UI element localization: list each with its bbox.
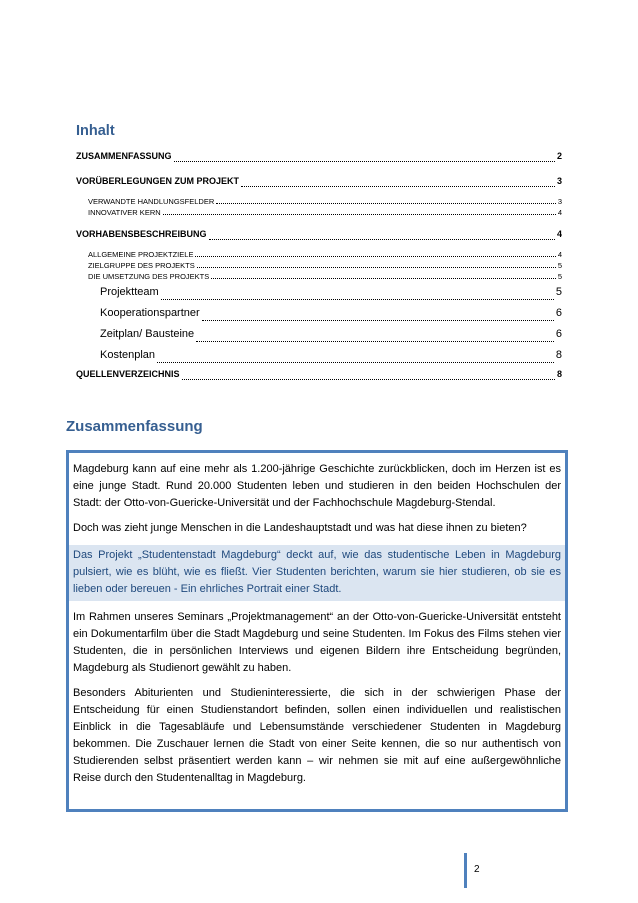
toc-entry-title: Kostenplan <box>100 349 156 361</box>
toc-entry-page: 6 <box>555 328 562 340</box>
toc-heading: Inhalt <box>76 123 115 139</box>
toc-entry-page: 6 <box>555 307 562 319</box>
toc-leader <box>157 362 554 363</box>
toc-entry-page: 8 <box>556 369 562 379</box>
toc-entry-title: VORHABENSBESCHREIBUNG <box>76 229 207 239</box>
toc-leader <box>211 278 556 279</box>
summary-paragraph: Besonders Abiturienten und Studieninteressierte, die sich in der schwierigen Phase der Entscheidung für einen Studienstandort befinden, sollen einen individuellen und realistischen Einblick in die Tagesabläufe und Lebensumstände verschiedener Studenten in Magdeburg bekommen. Die Zuschauer lernen die Stadt von einer Seite kennen, die so nur authentisch von Studierenden selbst präsentiert werden kann – wir nehmen sie mit auf eine außergewöhnliche Reise durch den Studentenalltag in Magdeburg. <box>73 687 561 784</box>
toc-entry-title: ZUSAMMENFASSUNG <box>76 151 172 161</box>
table-of-contents <box>76 148 562 383</box>
toc-entry-title: Kooperationspartner <box>100 307 200 319</box>
toc-entry-page: 4 <box>557 250 562 259</box>
toc-entry-page: 4 <box>556 229 562 239</box>
toc-entry-title: VORÜBERLEGUNGEN ZUM PROJEKT <box>76 176 240 186</box>
toc-entry-title: INNOVATIVER KERN <box>88 208 161 217</box>
toc-leader <box>241 186 555 187</box>
page-number-bar <box>464 853 467 888</box>
toc-entry-page: 2 <box>556 151 562 161</box>
toc-entry-title: QUELLENVERZEICHNIS <box>76 369 180 379</box>
toc-entry-page: 5 <box>555 286 562 298</box>
toc-leader <box>174 161 555 162</box>
summary-paragraph: Doch was zieht junge Menschen in die Landeshauptstadt und was hat diese ihnen zu bieten? <box>73 522 527 534</box>
toc-entry[interactable] <box>76 207 562 218</box>
toc-leader <box>161 299 554 300</box>
toc-entry-title: Projektteam <box>100 286 159 298</box>
toc-entry[interactable] <box>76 226 562 243</box>
toc-entry-title: Zeitplan/ Bausteine <box>100 328 195 340</box>
toc-leader <box>216 203 556 204</box>
toc-entry-title: ZIELGRUPPE DES PROJEKTS <box>88 261 195 270</box>
toc-entry-title: ALLGEMEINE PROJEKTZIELE <box>88 250 194 259</box>
toc-entry-page: 3 <box>557 197 562 206</box>
page-number: 2 <box>474 864 480 875</box>
section-heading: Zusammenfassung <box>66 418 203 435</box>
summary-box <box>66 450 568 812</box>
toc-leader <box>197 267 556 268</box>
summary-paragraph: Im Rahmen unseres Seminars „Projektmanagement“ an der Otto-von-Guericke-Universität entsteht ein Dokumentarfilm über die Stadt Magdeburg und seine Studenten. Im Fokus des Films stehen vier Studenten, die in persönlichen Interviews und eigenen Bildern ihre Entscheidung begründen, Magdeburg als Studienort gewählt zu haben. <box>73 611 561 674</box>
toc-entry[interactable] <box>76 345 562 366</box>
summary-paragraph: Magdeburg kann auf eine mehr als 1.200-jährige Geschichte zurückblicken, doch im Herzen ist es eine junge Stadt. Rund 20.000 Studenten leben und studieren in den beiden Hochschulen der Stadt: der Otto-von-Guericke-Universität und der Fachhochschule Magdeburg-Stendal. <box>73 463 561 509</box>
toc-entry[interactable] <box>76 303 562 324</box>
toc-leader <box>163 214 556 215</box>
toc-leader <box>202 320 554 321</box>
toc-leader <box>182 379 555 380</box>
toc-entry[interactable] <box>76 324 562 345</box>
toc-entry[interactable] <box>76 148 562 165</box>
toc-entry-page: 5 <box>557 272 562 281</box>
toc-leader <box>195 256 555 257</box>
toc-entry[interactable] <box>76 196 562 207</box>
toc-entry[interactable] <box>76 260 562 271</box>
toc-entry-page: 4 <box>557 208 562 217</box>
summary-highlight-paragraph: Das Projekt „Studentenstadt Magdeburg“ deckt auf, wie das studentische Leben in Magdeburg pulsiert, wie es blüht, wie es fließt. Vier Studenten berichten, warum sie hier studieren, ob sie es lieben oder bereuen - Ein ehrliches Portrait einer Stadt. <box>69 545 565 601</box>
toc-entry[interactable] <box>76 173 562 190</box>
toc-entry[interactable] <box>76 366 562 383</box>
toc-entry-title: DIE UMSETZUNG DES PROJEKTS <box>88 272 210 281</box>
toc-entry[interactable] <box>76 271 562 282</box>
toc-leader <box>209 239 555 240</box>
toc-entry-page: 3 <box>556 176 562 186</box>
toc-entry-title: VERWANDTE HANDLUNGSFELDER <box>88 197 215 206</box>
toc-leader <box>196 341 554 342</box>
toc-entry[interactable] <box>76 249 562 260</box>
toc-entry-page: 5 <box>557 261 562 270</box>
toc-entry[interactable] <box>76 282 562 303</box>
toc-entry-page: 8 <box>555 349 562 361</box>
